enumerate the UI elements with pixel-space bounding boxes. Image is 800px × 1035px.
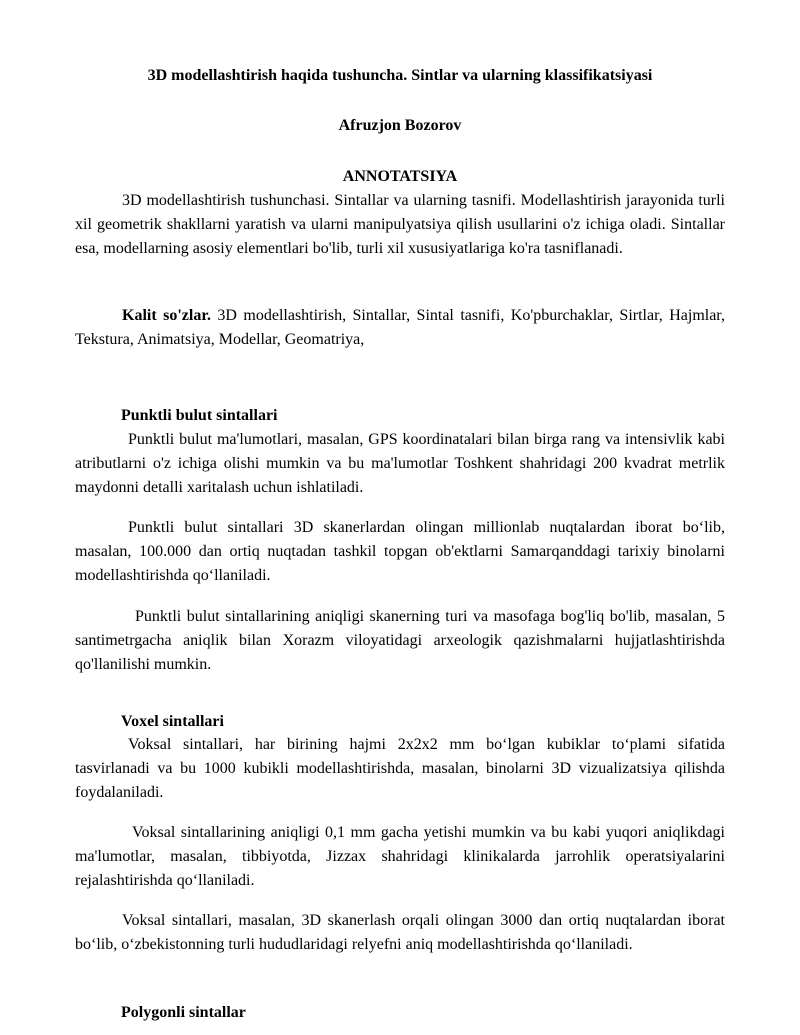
keywords-paragraph bbox=[75, 304, 725, 352]
section-paragraph: Voksal sintallari, masalan, 3D skanerlash orqali olingan 3000 dan ortiq nuqtalardan iborat bo‘lib, o‘zbekistonning turli hududlaridagi relyefni aniq modellashtirishda qo‘llaniladi. bbox=[75, 912, 725, 953]
section-heading-polygon: Polygonli sintallar bbox=[121, 1004, 246, 1021]
section-paragraph: Punktli bulut sintallarining aniqligi skanerning turi va masofaga bog'liq bo'lib, masalan, 5 santimetrgacha aniqlik bilan Xorazm viloyatidagi arxeologik qazishmalarni hujjatlashtirishda qo'llanilishi mumkin. bbox=[75, 608, 725, 673]
section-paragraph: Voksal sintallarining aniqligi 0,1 mm gacha yetishi mumkin va bu kabi yuqori aniqlikdagi ma'lumotlar, masalan, tibbiyotda, Jizzax shahridagi klinikalarda jarrohlik operatsiyalarini rejalashtirishda qo‘llaniladi. bbox=[75, 824, 725, 889]
section-paragraph: Punktli bulut sintallari 3D skanerlardan olingan millionlab nuqtalardan iborat bo‘lib, masalan, 100.000 dan ortiq nuqtadan tashkil topgan ob'ektlarni Samarqanddagi tarixiy binolarni modellashtirishda qo‘llaniladi. bbox=[75, 519, 725, 584]
section-paragraph: Voksal sintallari, har birining hajmi 2x2x2 mm bo‘lgan kubiklar to‘plami sifatida tasvirlanadi va bu 1000 kubikli modellashtirishda, masalan, binolarni 3D vizualizatsiya qilishda foydalaniladi. bbox=[75, 736, 725, 801]
annotation-text: 3D modellashtirish tushunchasi. Sintallar va ularning tasnifi. Modellashtirish jarayonida turli xil geometrik shakllarni yaratish va ularni manipulyatsiya qilish usullarini o'z ichiga oladi. Sintallar esa, modellarning asosiy elementlari bo'lib, turli xil xususiyatlariga ko'ra tasniflanadi. bbox=[75, 192, 725, 257]
section-heading-point-cloud: Punktli bulut sintallari bbox=[121, 407, 278, 424]
section-paragraph: Punktli bulut ma'lumotlari, masalan, GPS koordinatalari bilan birga rang va intensivlik kabi atributlarni o'z ichiga olishi mumkin va bu ma'lumotlar Toshkent shahridagi 200 kvadrat metrlik maydonni detalli xaritalash uchun ishlatiladi. bbox=[75, 431, 725, 496]
keywords-text: 3D modellashtirish, Sintallar, Sintal tasnifi, Ko'pburchaklar, Sirtlar, Hajmlar, Tekstura, Animatsiya, Modellar, Geomatriya, bbox=[75, 307, 725, 348]
section-heading-voxel: Voxel sintallari bbox=[121, 713, 224, 730]
annotation-heading: ANNOTATSIYA bbox=[342, 168, 458, 185]
document-title: 3D modellashtirish haqida tushuncha. Sintlar va ularning klassifikatsiyasi bbox=[147, 67, 653, 84]
author-name: Afruzjon Bozorov bbox=[338, 117, 462, 134]
keywords-label: Kalit so'zlar. bbox=[122, 307, 211, 324]
